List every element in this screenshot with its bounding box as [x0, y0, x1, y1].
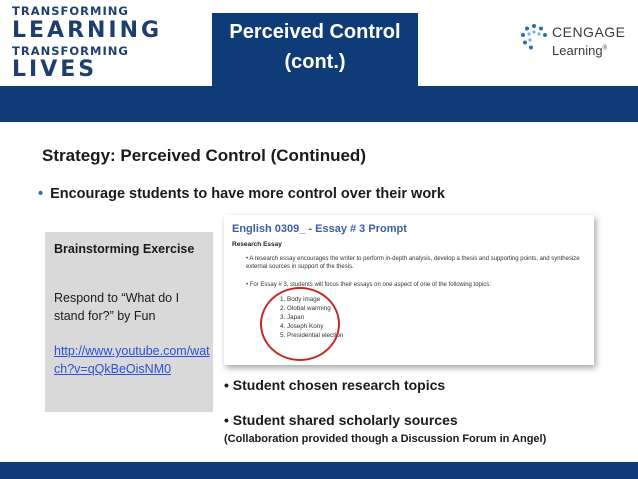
cengage-sub	[552, 43, 607, 58]
slide-title	[212, 13, 418, 86]
brainstorm-box	[45, 232, 213, 412]
essay-prompt-para-1: • A research essay encourages the writer to perform in-depth analysis, develop a thesis and supporting points, and synthesize external sources in support of the thesis.	[246, 256, 580, 270]
logo-line-1: TRANSFORMING	[12, 4, 129, 18]
cengage-mark-icon	[520, 23, 548, 51]
logo-line-4: LIVES	[12, 57, 98, 82]
bullet-marker: •	[38, 186, 44, 202]
cengage-name: CENGAGE	[552, 24, 626, 40]
collaboration-note: (Collaboration provided though a Discussion Forum in Angel)	[224, 433, 547, 445]
youtube-link[interactable]: http://www.youtube.com/watch?v=qQkBeOisNM0	[54, 344, 210, 376]
logo-line-3: TRANSFORMING	[12, 44, 129, 58]
main-bullet	[38, 186, 445, 202]
footer-band	[0, 462, 638, 479]
transforming-logo	[12, 4, 163, 82]
essay-prompt-subtitle: Research Essay	[232, 241, 282, 248]
topic-item: 3. Japan	[287, 313, 343, 322]
brainstorm-title: Brainstorming Exercise	[54, 242, 195, 256]
bullet-scholarly-sources: • Student shared scholarly sources	[224, 412, 458, 428]
cengage-sub-text: Learning	[552, 43, 603, 58]
essay-prompt-image	[224, 215, 594, 365]
trademark: ®	[602, 45, 608, 52]
cengage-logo	[520, 20, 632, 66]
slide-title-line-1: Perceived Control	[229, 21, 401, 43]
brainstorm-text: Respond to “What do I stand for?” by Fun	[54, 291, 180, 323]
slide-title-line-2: (cont.)	[284, 51, 346, 73]
header	[0, 0, 638, 86]
logo-line-2: LEARNING	[12, 18, 163, 43]
topic-item: 2. Global warming	[287, 304, 343, 313]
main-bullet-text: Encourage students to have more control over their work	[50, 186, 445, 202]
highlight-circle	[260, 287, 340, 361]
topic-item: 5. Presidential election	[287, 331, 343, 340]
essay-prompt-para-2: • For Essay # 3, students will focus their essays on one aspect of one of the following topics:	[246, 282, 491, 288]
topic-item: 4. Joseph Kony	[287, 322, 343, 331]
essay-prompt-title: English 0309_ - Essay # 3 Prompt	[232, 223, 407, 235]
bullet-research-topics: • Student chosen research topics	[224, 377, 446, 393]
topic-item: 1. Body image	[287, 295, 343, 304]
strategy-heading: Strategy: Perceived Control (Continued)	[42, 146, 366, 165]
title-band	[0, 86, 638, 122]
